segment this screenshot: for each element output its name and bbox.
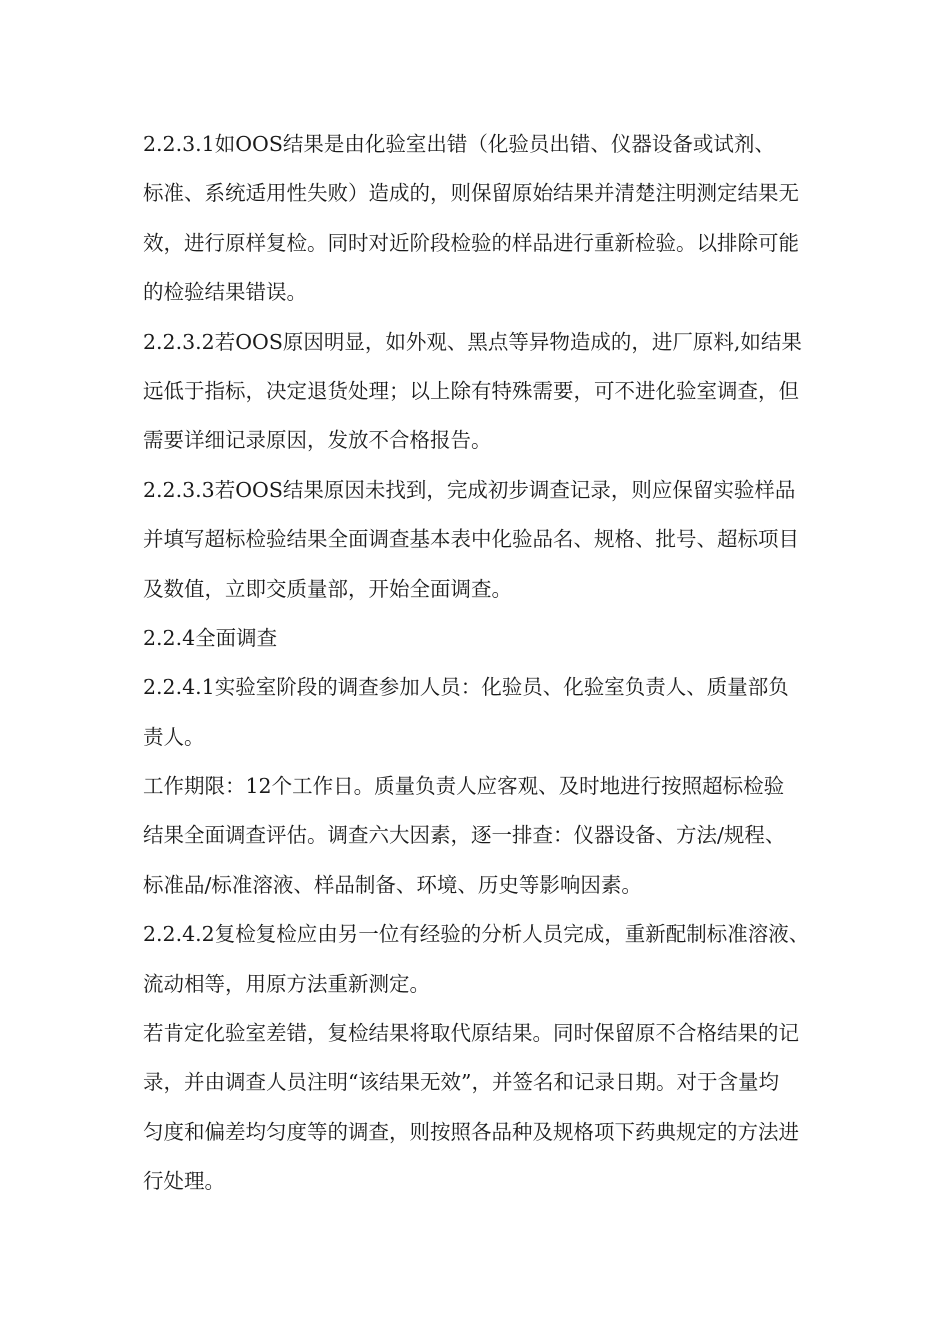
text-line-14: 工作期限：12个工作日。质量负责人应客观、及时地进行按照超标检验: [143, 774, 785, 799]
text-line-21: 匀度和偏差均匀度等的调查，则按照各品种及规格项下药典规定的方法进: [143, 1119, 799, 1144]
text-line-3: 效，进行原样复检。同时对近阶段检验的样品进行重新检验。以排除可能: [143, 230, 799, 255]
text-line-19: 若肯定化验室差错，复检结果将取代原结果。同时保留原不合格结果的记: [143, 1021, 799, 1046]
text-line-7: 需要详细记录原因，发放不合格报告。: [143, 428, 492, 453]
section-heading: 2.2.4全面调查: [143, 625, 278, 650]
text-line-4: 的检验结果错误。: [143, 280, 307, 305]
text-line-5: 2.2.3.2若OOS原因明显，如外观、黑点等异物造成的，进厂原料,如结果: [143, 329, 802, 354]
text-line-9: 并填写超标检验结果全面调查基本表中化验品名、规格、批号、超标项目: [143, 527, 799, 552]
text-line-22: 行处理。: [143, 1169, 225, 1194]
text-line-16: 标准品/标准溶液、样品制备、环境、历史等影响因素。: [143, 872, 642, 897]
text-line-1: 2.2.3.1如OOS结果是由化验室出错（化验员出错、仪器设备或试剂、: [143, 132, 775, 156]
text-line-6: 远低于指标，决定退货处理；以上除有特殊需要，可不进化验室调查，但: [143, 378, 799, 403]
text-line-2: 标准、系统适用性失败）造成的，则保留原始结果并清楚注明测定结果无: [143, 181, 799, 206]
text-line-20: 录，并由调查人员注明“该结果无效”，并签名和记录日期。对于含量均: [143, 1070, 779, 1095]
text-line-17: 2.2.4.2复检复检应由另一位有经验的分析人员完成，重新配制标准溶液、: [143, 922, 810, 947]
text-line-10: 及数值，立即交质量部，开始全面调查。: [143, 576, 512, 601]
text-line-15: 结果全面调查评估。调查六大因素，逐一排查：仪器设备、方法/规程、: [143, 823, 786, 848]
text-line-12: 2.2.4.1实验室阶段的调查参加人员：化验员、化验室负责人、质量部负: [143, 675, 789, 700]
text-line-18: 流动相等，用原方法重新测定。: [143, 971, 430, 996]
document-body: [143, 120, 865, 1207]
text-line-13: 责人。: [143, 724, 205, 749]
text-line-8: 2.2.3.3若OOS结果原因未找到，完成初步调查记录，则应保留实验样品: [143, 477, 796, 502]
